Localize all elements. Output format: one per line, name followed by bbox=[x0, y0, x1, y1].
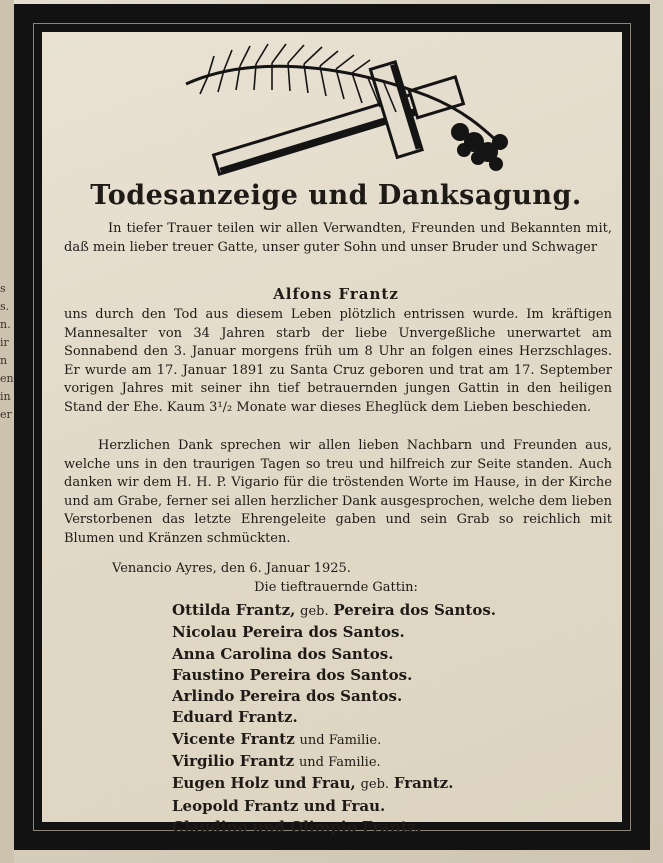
mourner-entry bbox=[172, 644, 612, 665]
mourning-frame bbox=[14, 4, 650, 850]
mourner-connector: geb. bbox=[300, 604, 329, 619]
adjacent-column-fragments bbox=[0, 280, 14, 424]
mourner-name: Eduard Frantz. bbox=[172, 708, 298, 727]
cross-and-palm-icon bbox=[178, 36, 518, 176]
fragment: ir bbox=[0, 336, 9, 349]
mourner-entry bbox=[172, 600, 612, 622]
fragment: s. bbox=[0, 300, 10, 313]
death-details-paragraph: uns durch den Tod aus diesem Leben plötzlich entrissen wurde. Im kräftigen Mannesalter von 34 Jahren starb der liebe Unvergeßliche unerwartet am Sonnabend den 3. Januar morgens früh um 8 Uhr an folgen eines Herzschlages. Er wurde am 17. Januar 1891 zu Santa Cruz geboren und trat am 17. September vorigen Jahres mit seiner ihn tief betrauernden jungen Gattin in den heiligen Stand der Ehe. Kaum 3¹/₂ Monate war dieses Eheglück dem Lieben beschieden. bbox=[64, 307, 612, 415]
mourner-entry bbox=[172, 729, 612, 751]
notice-title: Todesanzeige und Danksagung. bbox=[90, 180, 582, 211]
fragment: in bbox=[0, 390, 11, 403]
mourner-name-rest: Pereira dos Santos. bbox=[333, 601, 497, 619]
mourner-entry bbox=[172, 751, 612, 773]
mourner-entry bbox=[172, 686, 612, 707]
mourner-entry bbox=[172, 665, 612, 686]
mourner-name: Faustino Pereira dos Santos. bbox=[172, 665, 413, 684]
fragment: en bbox=[0, 372, 14, 385]
thanks-paragraph: Herzlichen Dank sprechen wir allen lieben Nachbarn und Freunden aus, welche uns in den traurigen Tagen so treu und hilfreich zur Seite standen. Auch danken wir dem H. H. P. Vigario für die tröstenden Worte im Hause, in der Kirche und am Grabe, ferner sei allen herzlicher Dank ausgesprochen, welche dem lieben Verstorbenen das letzte Ehrengeleite gaben und sein Grab so reichlich mit Blumen und Kränzen schmückten. bbox=[64, 438, 612, 546]
mourner-name: Anna Carolina dos Santos. bbox=[172, 644, 394, 663]
mourner-connector: geb. bbox=[360, 777, 390, 793]
deceased-name: Alfons Frantz bbox=[273, 285, 399, 303]
mourner-entry bbox=[172, 707, 612, 728]
mourner-name-rest: Frantz. bbox=[393, 774, 454, 793]
mourner-entry bbox=[172, 622, 612, 643]
fragment: er bbox=[0, 408, 12, 421]
mourner-name: Eugen Holz und Frau, bbox=[172, 774, 356, 793]
mourner-list bbox=[172, 600, 612, 838]
adjacent-column bbox=[0, 0, 14, 863]
mourner-connector: und Familie. bbox=[298, 755, 381, 771]
mourner-entry bbox=[172, 773, 612, 795]
mourner-name: Nicolau Pereira dos Santos. bbox=[172, 623, 405, 642]
mourner-name: Claudino und Olimpio Frantz. bbox=[172, 817, 422, 836]
mourner-name: Virgilio Frantz bbox=[172, 752, 295, 771]
fragment: n. bbox=[0, 318, 11, 331]
mourner-name: Vicente Frantz bbox=[172, 729, 295, 748]
mourners-heading: Die tieftrauernde Gattin: bbox=[254, 580, 418, 595]
mourner-name: Arlindo Pereira dos Santos. bbox=[172, 687, 403, 706]
mourner-name: Leopold Frantz und Frau. bbox=[172, 796, 386, 815]
mourner-entry bbox=[172, 796, 612, 817]
mourner-connector: und Familie. bbox=[299, 732, 382, 748]
mourner-name: Ottilda Frantz, bbox=[172, 601, 296, 619]
intro-paragraph: In tiefer Trauer teilen wir allen Verwandten, Freunden und Bekannten mit, daß mein lieber treuer Gatte, unser guter Sohn und unser Bruder und Schwager bbox=[64, 221, 612, 255]
mourner-entry bbox=[172, 817, 612, 838]
fragment: s bbox=[0, 282, 6, 295]
place-and-date: Venancio Ayres, den 6. Januar 1925. bbox=[112, 561, 351, 576]
fragment: n bbox=[0, 354, 8, 367]
